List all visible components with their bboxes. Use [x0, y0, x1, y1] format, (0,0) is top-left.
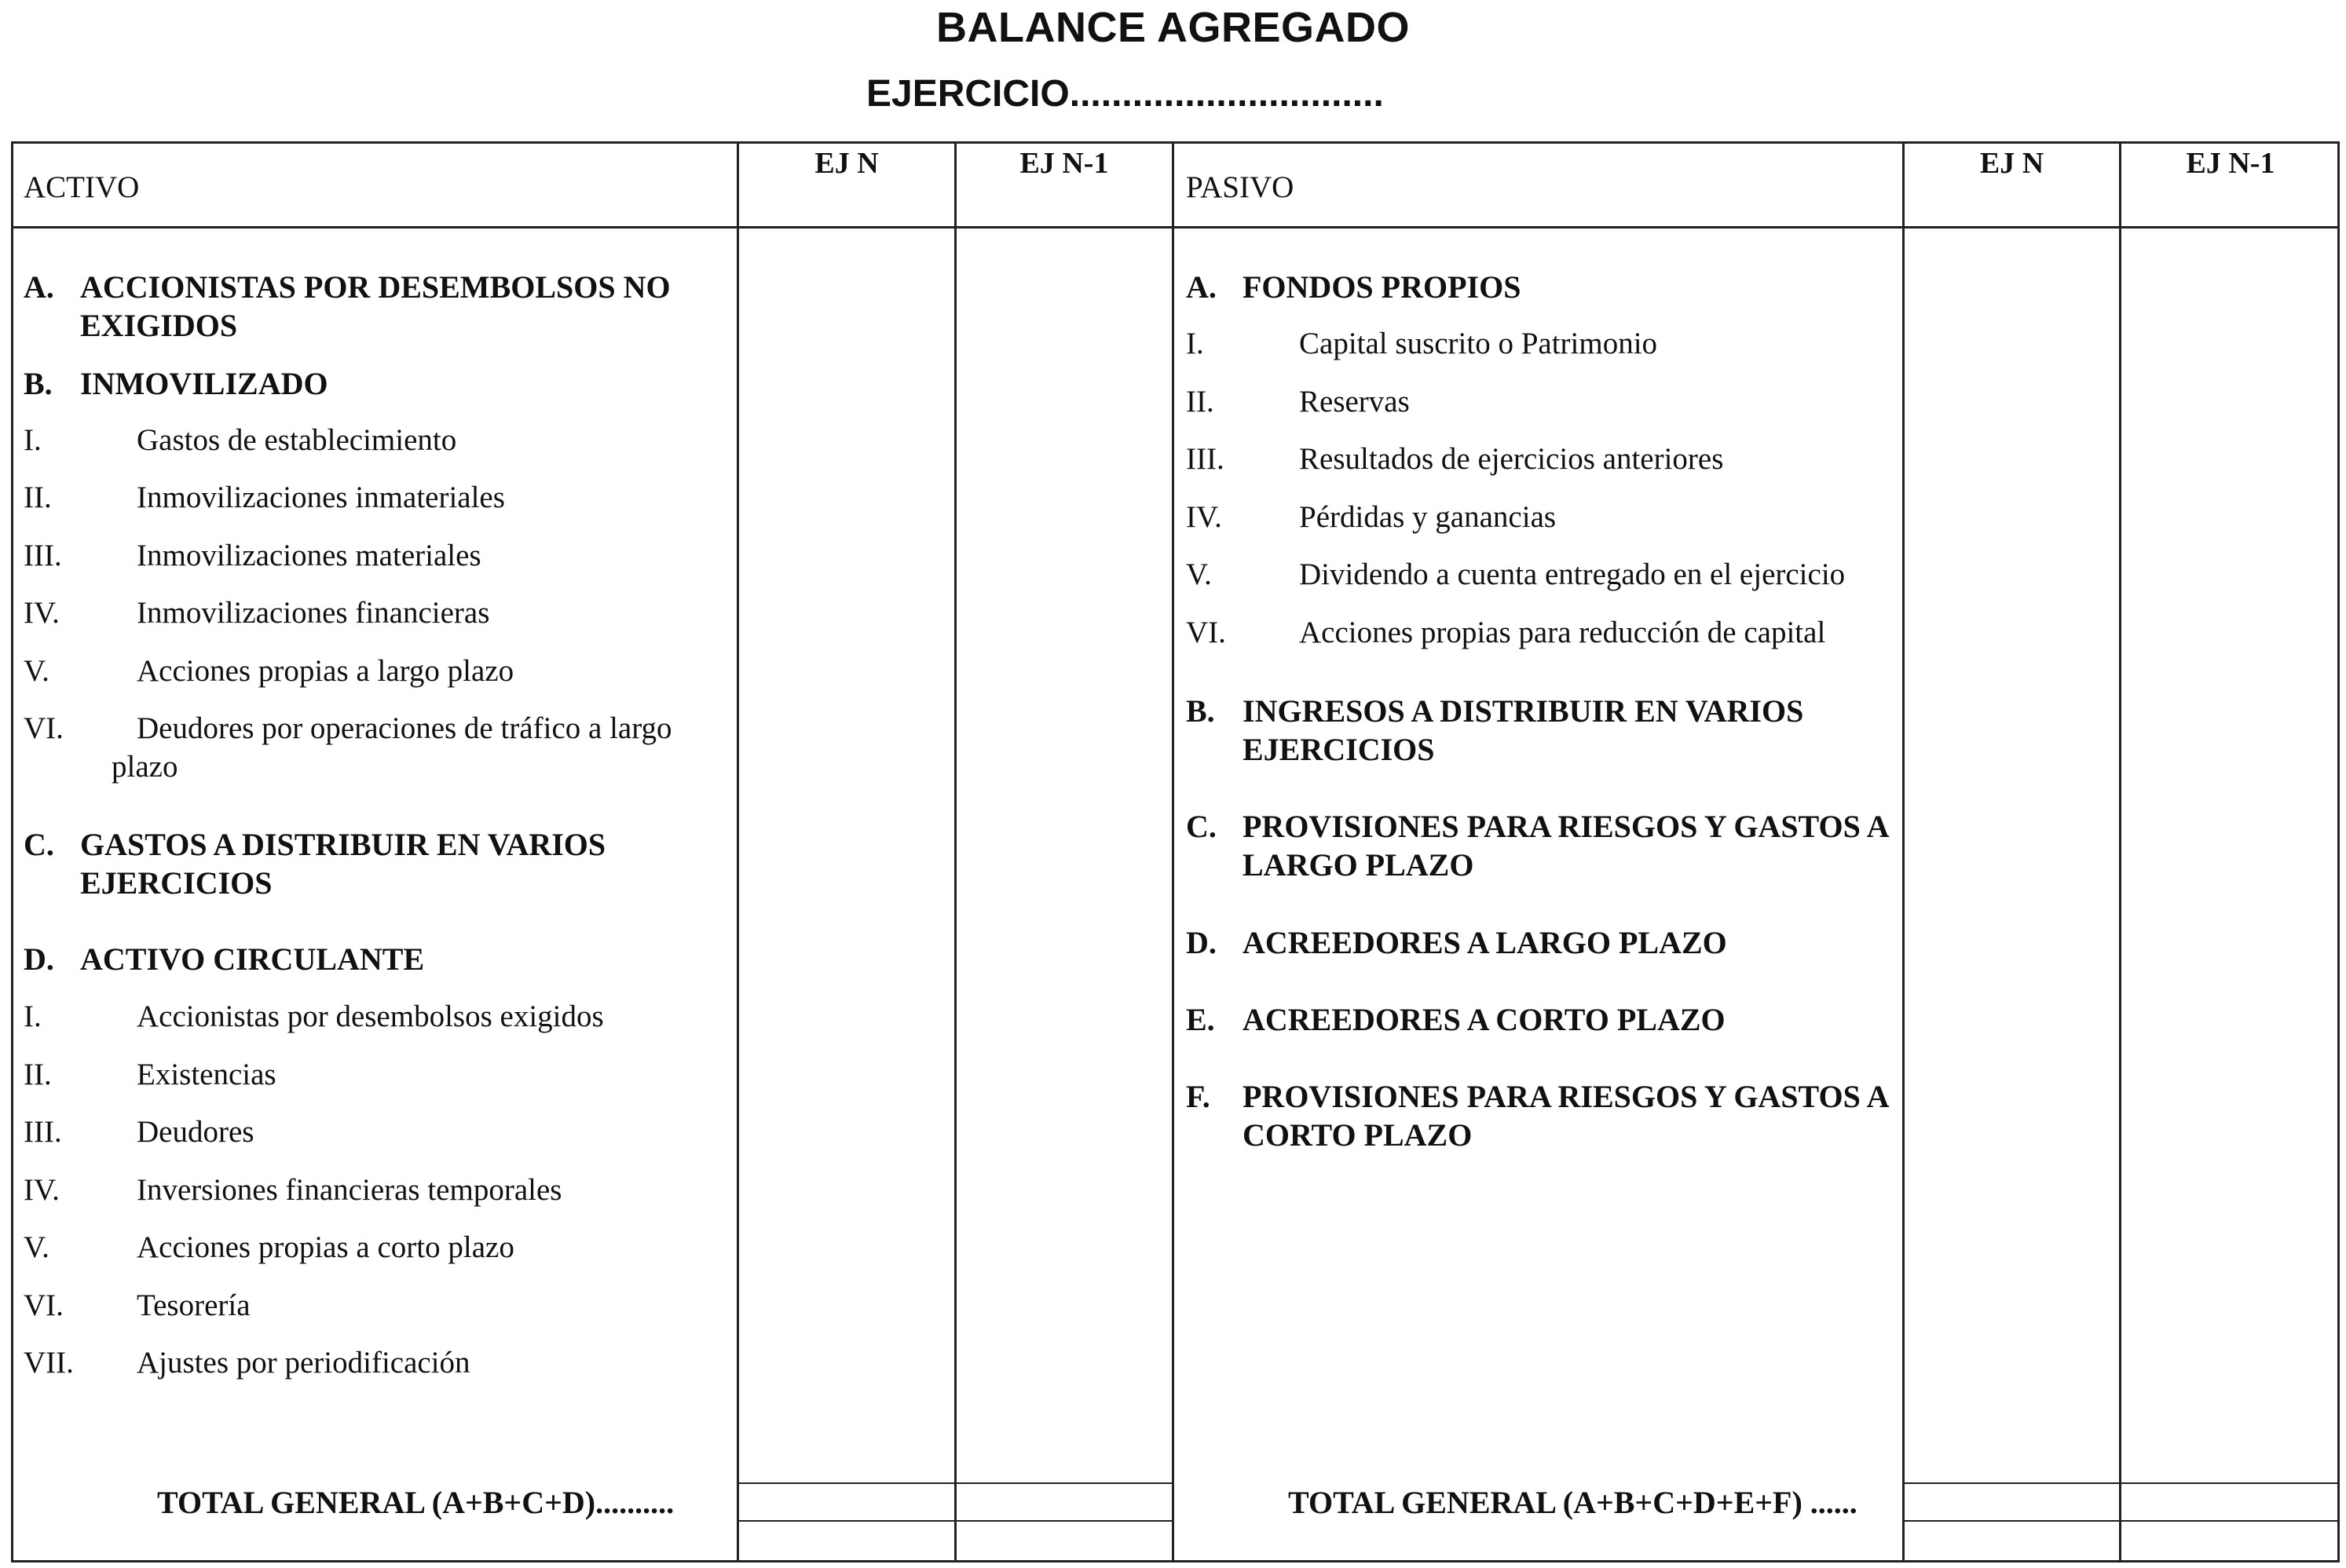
activo-total: TOTAL GENERAL (A+B+C+D)..........: [157, 1485, 675, 1520]
total-line-pasivo-top: [1902, 1482, 2340, 1484]
pasivo-item: VI. Acciones propias para reducción de capital: [1186, 616, 1826, 649]
col-divider-pasivo-ejn: [1902, 141, 1905, 1563]
pasivo-section-b: B. INGRESOS A DISTRIBUIR EN VARIOS EJERCICIOS: [1186, 693, 1804, 767]
pasivo-item: III. Resultados de ejercicios anteriores: [1186, 442, 1724, 476]
activo-item: VI. Tesorería: [24, 1288, 251, 1322]
col-divider-center: [1172, 141, 1174, 1563]
pasivo-item: II. Reservas: [1186, 385, 1410, 418]
pasivo-section-e: E. ACREEDORES A CORTO PLAZO: [1186, 1002, 1726, 1037]
pasivo-col-ejn1: EJ N-1: [2186, 147, 2275, 180]
pasivo-heading: PASIVO: [1186, 170, 1294, 204]
activo-heading: ACTIVO: [24, 170, 140, 204]
pasivo-col-ejn: EJ N: [1979, 147, 2044, 180]
pasivo-section-a: A. FONDOS PROPIOS: [1186, 269, 1521, 305]
activo-section-a: A. ACCIONISTAS POR DESEMBOLSOS NO EXIGIDOS: [24, 269, 671, 343]
col-divider-pasivo-ejn1: [2119, 141, 2121, 1563]
pasivo-section-f: F. PROVISIONES PARA RIESGOS Y GASTOS A CORTO PLAZO: [1186, 1079, 1888, 1153]
activo-item: V. Acciones propias a corto plazo: [24, 1230, 514, 1264]
activo-section-c: C. GASTOS A DISTRIBUIR EN VARIOS EJERCICIOS: [24, 827, 606, 901]
total-line-pasivo-bottom: [1902, 1520, 2340, 1522]
activo-section-d: D. ACTIVO CIRCULANTE: [24, 941, 425, 977]
activo-item: II. Inmovilizaciones inmateriales: [24, 481, 505, 514]
activo-item: III. Inmovilizaciones materiales: [24, 539, 481, 572]
pasivo-section-d: D. ACREEDORES A LARGO PLAZO: [1186, 925, 1727, 960]
activo-item: IV. Inversiones financieras temporales: [24, 1173, 562, 1207]
activo-item: VI. Deudores por operaciones de tráfico a largo plazo: [24, 711, 672, 784]
activo-item: I. Accionistas por desembolsos exigidos: [24, 1000, 604, 1033]
activo-col-ejn1: EJ N-1: [1019, 147, 1109, 180]
pasivo-item: IV. Pérdidas y ganancias: [1186, 500, 1557, 534]
pasivo-section-c: C. PROVISIONES PARA RIESGOS Y GASTOS A LARGO PLAZO: [1186, 809, 1888, 883]
header-divider: [11, 226, 2340, 228]
total-line-activo-bottom: [737, 1520, 1174, 1522]
total-line-activo-top: [737, 1482, 1174, 1484]
activo-item: IV. Inmovilizaciones financieras: [24, 596, 490, 630]
activo-col-ejn: EJ N: [814, 147, 879, 180]
page-subtitle: EJERCICIO..............................: [866, 73, 1384, 115]
activo-item: V. Acciones propias a largo plazo: [24, 654, 514, 688]
activo-item: I. Gastos de establecimiento: [24, 423, 457, 457]
activo-section-b: B. INMOVILIZADO: [24, 366, 328, 401]
page-title: BALANCE AGREGADO: [935, 4, 1410, 51]
activo-item: III. Deudores: [24, 1115, 254, 1149]
pasivo-item: V. Dividendo a cuenta entregado en el ejercicio: [1186, 557, 1846, 591]
pasivo-total: TOTAL GENERAL (A+B+C+D+E+F) ......: [1288, 1485, 1857, 1520]
pasivo-item: I. Capital suscrito o Patrimonio: [1186, 327, 1658, 360]
activo-item: VII. Ajustes por periodificación: [24, 1346, 470, 1380]
col-divider-activo-ejn1: [954, 141, 957, 1563]
activo-item: II. Existencias: [24, 1058, 276, 1091]
col-divider-activo-ejn: [737, 141, 739, 1563]
